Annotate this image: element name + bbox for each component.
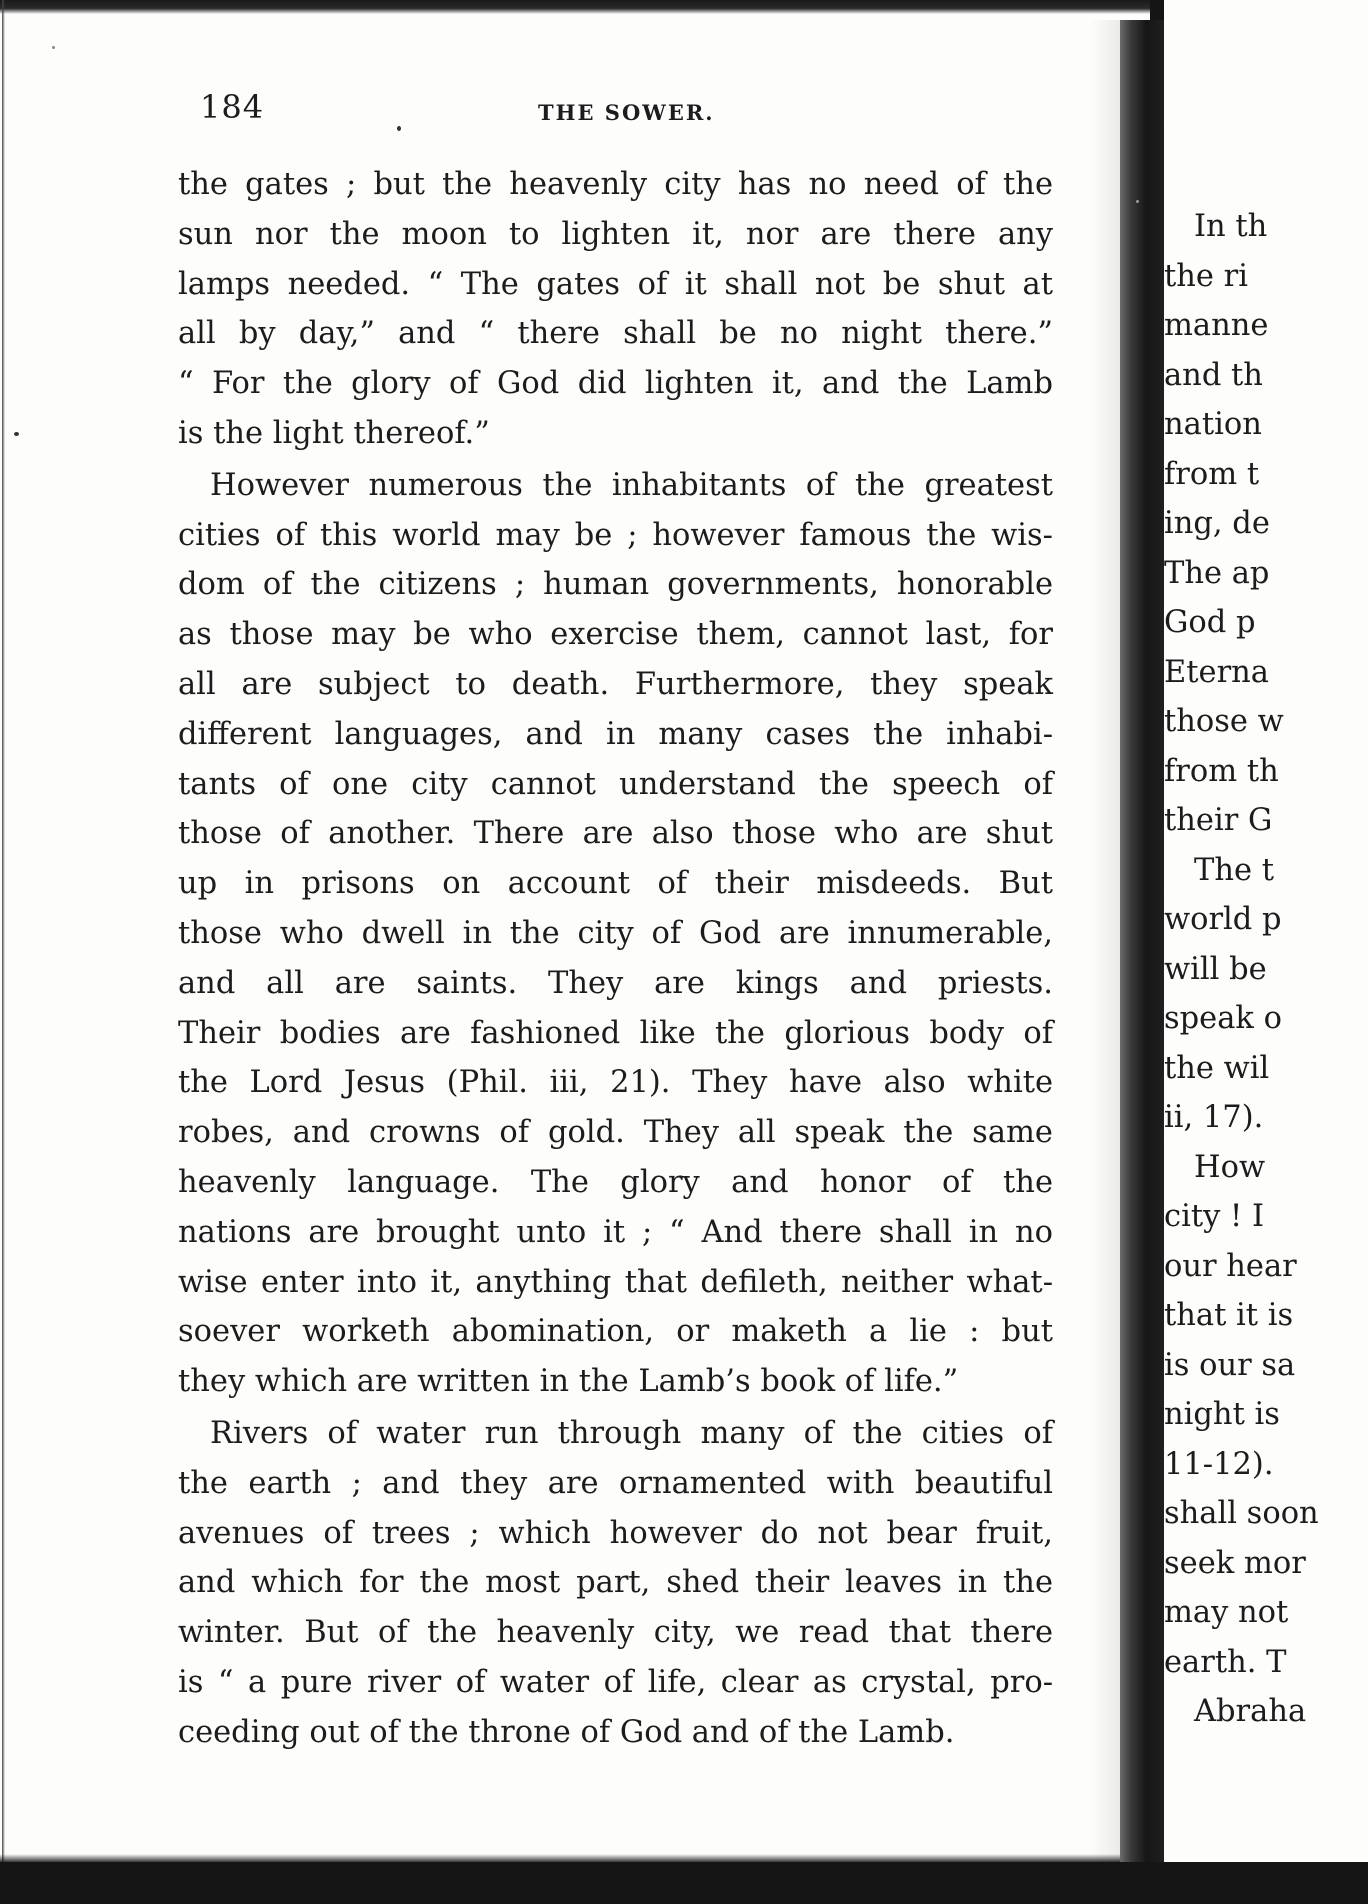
fragment-line: manne [1164,308,1269,343]
book-gutter [1120,20,1164,1862]
fragment-line: world p [1164,902,1282,937]
fragment-line: speak o [1164,1001,1282,1036]
dust-speck [52,46,55,49]
fragment-line: 11-12). [1164,1446,1274,1482]
text-line: sun nor the moon to lighten it, nor are there any [178,216,1053,252]
fragment-line: Abraha [1194,1694,1307,1729]
text-line: tants of one city cannot understand the speech of [178,766,1053,802]
fragment-line: is our sa [1164,1347,1296,1383]
fragment-line: our hear [1164,1248,1297,1284]
fragment-line: ii, 17). [1164,1100,1264,1135]
fragment-line: city ! I [1164,1199,1265,1234]
text-line: those who dwell in the city of God are innumerable, [178,915,1053,951]
fragment-line: may not [1164,1595,1289,1630]
text-line: they which are written in the Lamb’s book of life.” [178,1364,959,1400]
running-head [178,82,1078,140]
fragment-line: ing, de [1164,506,1270,541]
fragment-line: How [1194,1149,1266,1185]
fragment-line: the ri [1164,258,1248,294]
text-line: cities of this world may be ; however famous the wis- [178,517,1053,553]
right-page-text [1164,202,1368,1737]
right-page-fragment [1164,0,1368,1862]
text-line: is “ a pure river of water of life, clear as crystal, pro- [178,1664,1053,1700]
dust-speck [1136,200,1139,203]
text-line: Their bodies are fashioned like the glorious body of [178,1015,1053,1051]
fragment-line: nation [1164,407,1262,442]
text-line: the Lord Jesus (Phil. iii, 21). They have also white [178,1065,1053,1101]
text-line: up in prisons on account of their misdeeds. But [178,866,1053,902]
text-line: and all are saints. They are kings and priests. [178,965,1053,1001]
text-line: the earth ; and they are ornamented with beautiful [178,1465,1053,1501]
dust-speck [14,432,19,436]
text-line: all by day,” and “ there shall be no night there.” [178,316,1053,352]
fragment-line: In th [1194,209,1268,244]
body-text [178,160,1053,1758]
fragment-line: night is [1164,1397,1280,1432]
text-line: nations are brought unto it ; “ And there shall in no [178,1214,1053,1250]
gutter-shadow [1090,20,1122,1862]
text-line: wise enter into it, anything that defileth, neither what- [178,1264,1053,1300]
text-line: “ For the glory of God did lighten it, and the Lamb [178,366,1053,402]
text-line: lamps needed. “ The gates of it shall not be shut at [178,266,1053,302]
text-line: winter. But of the heavenly city, we read that there [178,1615,1053,1651]
text-line: avenues of trees ; which however do not bear fruit, [178,1515,1053,1551]
paragraph [178,1409,1053,1758]
fragment-line: Eterna [1164,654,1269,690]
text-line: is the light thereof.” [178,415,490,451]
paragraph [178,461,1053,1407]
text-line: all are subject to death. Furthermore, they speak [178,666,1053,702]
text-line: as those may be who exercise them, cannot last, for [178,617,1053,653]
paragraph [178,160,1053,459]
text-line: However numerous the inhabitants of the greatest [210,467,1053,503]
text-line: the gates ; but the heavenly city has no need of the [178,167,1053,202]
text-line: Rivers of water run through many of the cities of [210,1415,1053,1451]
fragment-line: and th [1164,357,1263,393]
text-line: robes, and crowns of gold. They all speak the same [178,1115,1053,1151]
fragment-line: from th [1164,753,1279,789]
fragment-line: The t [1194,852,1274,888]
text-line: soever worketh abomination, or maketh a lie : but [178,1314,1053,1350]
scan-left-edge [2,0,5,1904]
text-line: heavenly language. The glory and honor of the [178,1164,1053,1200]
scan-bottom-edge [0,1862,1368,1904]
fragment-line: will be [1164,951,1267,987]
page-number: 184 [200,88,265,126]
text-line: ceeding out of the throne of God and of the Lamb. [178,1714,955,1750]
fragment-line: God p [1164,605,1256,640]
fragment-line: The ap [1164,555,1270,591]
fragment-line: from t [1164,456,1260,492]
text-line: and which for the most part, shed their leaves in the [178,1565,1053,1601]
text-line: dom of the citizens ; human governments, honorable [178,567,1053,603]
text-line: those of another. There are also those who are shut [178,816,1053,852]
fragment-line: seek mor [1164,1545,1306,1581]
running-title: THE SOWER. [538,100,715,125]
left-page [178,82,1078,1758]
fragment-line: earth. T [1164,1644,1287,1680]
fragment-line: their G [1164,803,1273,838]
fragment-line: the wil [1164,1050,1270,1086]
text-line: different languages, and in many cases the inhabi- [178,716,1053,752]
fragment-line: that it is [1164,1298,1294,1333]
fragment-line: shall soon [1164,1496,1319,1531]
fragment-line: those w [1164,704,1284,739]
